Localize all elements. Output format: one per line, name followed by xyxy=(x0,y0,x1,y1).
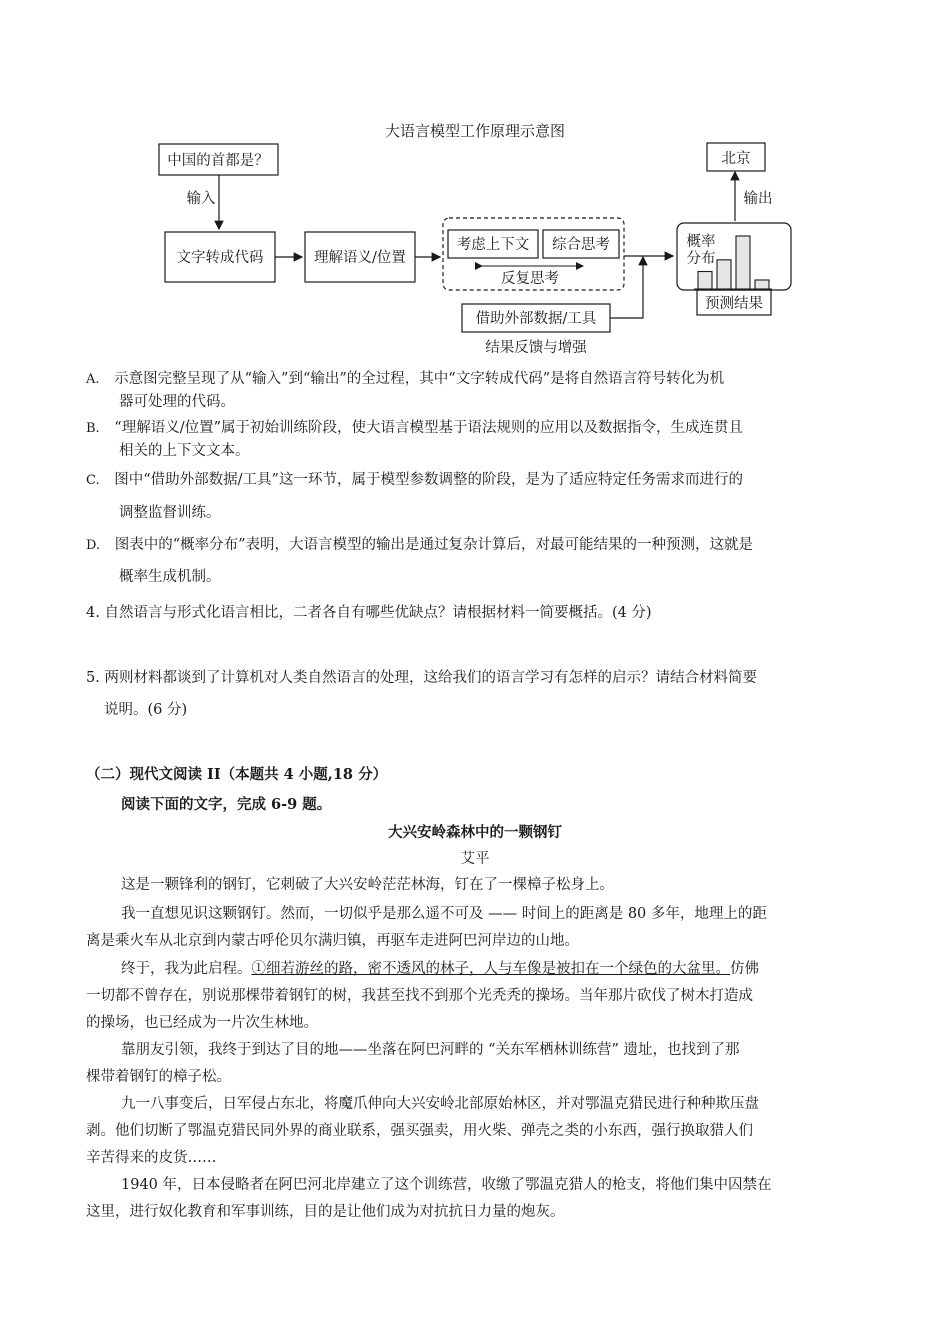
paragraph-5-line3: 辛苦得来的皮货…… xyxy=(86,1150,217,1166)
llm-diagram xyxy=(0,0,950,360)
question-4: 4. 自然语言与形式化语言相比，二者各自有哪些优缺点？请根据材料一简要概括。(4 分) xyxy=(86,605,652,621)
option-d-line1: 图表中的“概率分布”表明，大语言模型的输出是通过复杂计算后，对最可能结果的一种预测，这就是 xyxy=(114,537,754,553)
paragraph-1: 这是一颗锋利的钢钉，它刺破了大兴安岭茫茫林海，钉在了一棵樟子松身上。 xyxy=(121,877,614,893)
article-author: 艾平 xyxy=(460,851,490,867)
paragraph-3-lead: 终于，我为此启程。 xyxy=(121,961,252,977)
paragraph-3-line2: 一切都不曾存在，别说那棵带着钢钉的树，我甚至找不到那个光秃秃的操场。当年那片砍伐了树木打造成 xyxy=(86,988,753,1004)
option-d xyxy=(86,535,753,556)
section-heading: （二）现代文阅读 II（本题共 4 小题,18 分） xyxy=(86,766,388,783)
paragraph-2-line1: 我一直想见识这颗钢钉。然而，一切似乎是那么遥不可及 —— 时间上的距离是 80 多年，地理上的距 xyxy=(121,906,767,922)
consider-context-label: 考虑上下文 xyxy=(456,237,530,253)
option-b xyxy=(86,418,743,439)
feedback-label: 结果反馈与增强 xyxy=(485,340,587,356)
article-title: 大兴安岭森林中的一颗钢钉 xyxy=(388,824,562,841)
probability-bar xyxy=(717,260,731,289)
option-d-line2: 概率生成机制。 xyxy=(119,569,221,585)
option-c xyxy=(86,470,743,491)
paragraph-3-tail: 仿佛 xyxy=(730,961,759,977)
step-text-to-code-label: 文字转成代码 xyxy=(176,250,264,266)
option-c-line1: 图中“借助外部数据/工具”这一环节，属于模型参数调整的阶段，是为了适应特定任务需求而进行的 xyxy=(114,472,743,488)
paragraph-3-line3: 的操场，也已经成为一片次生林地。 xyxy=(86,1015,318,1031)
feedback-arrow xyxy=(610,257,643,318)
comprehensive-thinking-label: 综合思考 xyxy=(552,237,610,253)
option-b-line2: 相关的上下文文本。 xyxy=(119,443,250,459)
section-instruction: 阅读下面的文字，完成 6-9 题。 xyxy=(121,796,332,813)
paragraph-3-line1 xyxy=(121,957,759,978)
loop-label: 反复思考 xyxy=(501,271,559,287)
prediction-result-label: 预测结果 xyxy=(705,296,763,312)
output-label: 输出 xyxy=(743,191,773,207)
option-d-label: D. xyxy=(86,538,101,553)
option-c-label: C. xyxy=(86,473,100,488)
paragraph-5-line2: 剥。他们切断了鄂温克猎民同外界的商业联系，强买强卖，用火柴、弹壳之类的小东西，强行换取猎人们 xyxy=(86,1123,753,1139)
question-5-line1: 5. 两则材料都谈到了计算机对人类自然语言的处理，这给我们的语言学习有怎样的启示？请结合材料简要 xyxy=(86,670,757,686)
output-box-text: 北京 xyxy=(721,151,751,167)
prob-label-2: 分布 xyxy=(686,251,716,267)
diagram-title: 大语言模型工作原理示意图 xyxy=(384,122,565,140)
paragraph-6-line2: 这里，进行奴化教育和军事训练，目的是让他们成为对抗抗日力量的炮灰。 xyxy=(86,1204,565,1220)
option-a xyxy=(86,369,724,390)
input-box-text: 中国的首都是？ xyxy=(167,153,269,169)
paragraph-6-line1: 1940 年，日本侵略者在阿巴河北岸建立了这个训练营，收缴了鄂温克猎人的枪支，将他们集中囚禁在 xyxy=(121,1177,772,1193)
paragraph-3-underlined-sentence: ①细若游丝的路，密不透风的林子，人与车像是被扣在一个绿色的大盆里。 xyxy=(251,961,730,977)
option-b-label: B. xyxy=(86,421,100,436)
input-label: 输入 xyxy=(186,191,216,207)
prob-label-1: 概率 xyxy=(686,234,716,250)
probability-bar xyxy=(736,236,750,289)
paragraph-4-line1: 靠朋友引领，我终于到达了目的地——坐落在阿巴河畔的 “关东军栖林训练营” 遗址，也找到了那 xyxy=(121,1042,740,1058)
option-a-line1: 示意图完整呈现了从“输入”到“输出”的全过程，其中“文字转成代码”是将自然语言符号转化为机 xyxy=(114,371,725,387)
option-a-label: A. xyxy=(86,372,100,387)
probability-bar xyxy=(698,272,712,289)
paragraph-5-line1: 九一八事变后，日军侵占东北，将魔爪伸向大兴安岭北部原始林区，并对鄂温克猎民进行种种欺压盘 xyxy=(121,1096,759,1112)
option-b-line1: “理解语义/位置”属于初始训练阶段，使大语言模型基于语法规则的应用以及数据指令，生成连贯且 xyxy=(114,420,744,436)
paragraph-4-line2: 棵带着钢钉的樟子松。 xyxy=(86,1069,231,1085)
probability-bar xyxy=(755,280,769,289)
paragraph-2-line2: 离是乘火车从北京到内蒙古呼伦贝尔满归镇，再驱车走进阿巴河岸边的山地。 xyxy=(86,933,579,949)
external-data-label: 借助外部数据/工具 xyxy=(475,311,597,327)
option-c-line2: 调整监督训练。 xyxy=(119,505,221,521)
question-5-line2: 说明。(6 分) xyxy=(104,702,188,718)
option-a-line2: 器可处理的代码。 xyxy=(119,394,235,410)
step-understand-semantics-label: 理解语义/位置 xyxy=(314,250,406,266)
